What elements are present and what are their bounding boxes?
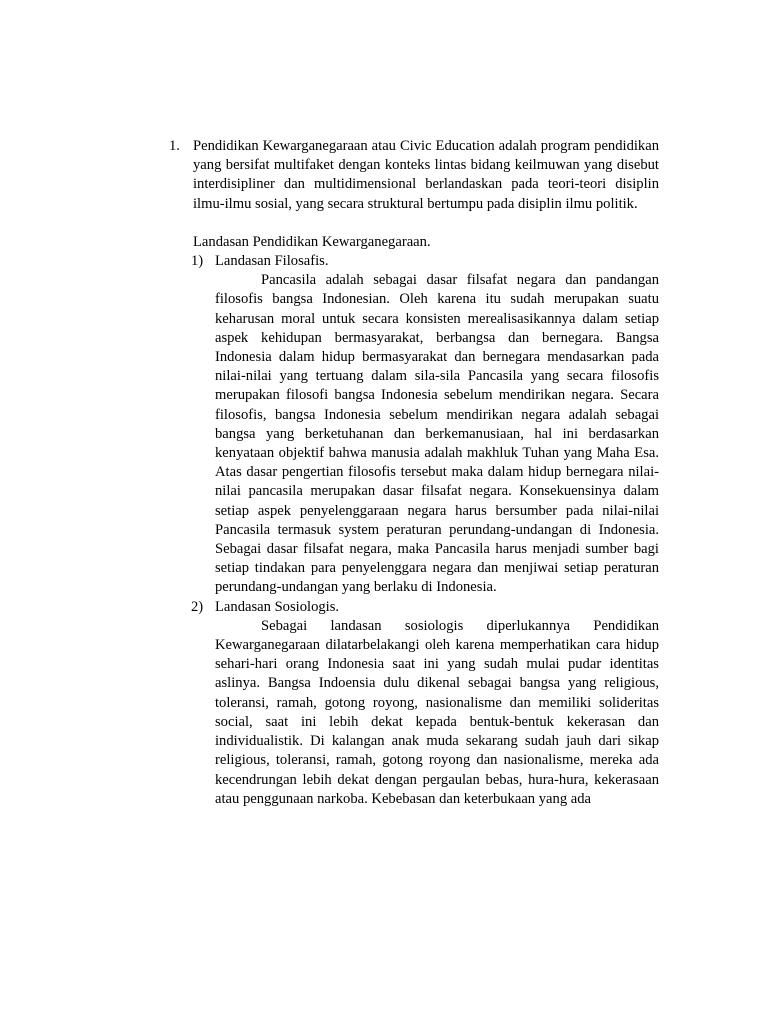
section-heading-row [169,233,659,252]
subsection-filosofis [191,252,659,598]
item-text: Pendidikan Kewarganegaraan atau Civic Education adalah program pendidikan yang bersifat multifaket dengan konteks lintas bidang keilmuwan yang disebut interdisipliner dan multidimensional berlandaskan pada teori-teori disiplin ilmu-ilmu sosial, yang secara struktural bertumpu pada disiplin ilmu politik. [193,138,659,212]
subsection-sosiologis [191,598,659,809]
subsection-paragraph: Sebagai landasan sosiologis diperlukannya Pendidikan Kewarganegaraan dilatarbelakangi oleh karena memperhatikan cara hidup sehari-hari orang Indonesia saat ini yang sudah mulai pudar identitas aslinya. Bangsa Indoensia dulu dikenal sebagai bangsa yang religious, toleransi, ramah, gotong royong, nasionalisme dan memiliki solideritas social, saat ini lebih dekat kepada bentuk-bentuk kekerasan dan individualistik. Di kalangan anak muda sekarang sudah jauh dari sikap religious, toleransi, ramah, gotong royong dan nasionalisme, mereka ada kecendrungan lebih dekat dengan pergaulan bebas, hura-hura, kekerasaan atau penggunaan narkoba. Kebebasan dan keterbukaan yang ada [215,617,659,807]
subsection-title: Landasan Filosafis. [215,253,329,270]
section-title: Landasan Pendidikan Kewarganegaraan. [193,233,431,250]
subsection-number: 2) [191,598,204,615]
subsection-content [215,252,659,598]
document-body [169,137,659,809]
subsection-paragraph: Pancasila adalah sebagai dasar filsafat negara dan pandangan filosofis bangsa Indonesian. Oleh karena itu sudah merupakan suatu keharusan moral untuk secara konsisten merealisasikannya dalam setiap aspek kehidupan bermasyarakat, berbangsa dan bernegara. Bangsa Indonesia dalam hidup bermasyarakat dan bernegara mendasarkan pada nilai-nilai yang tertuang dalam sila-sila Pancasila yang secara filosofis merupakan filosofi bangsa Indonesia sebelum mendirikan negara. Secara filosofis, bangsa Indonesia sebelum mendirikan negara adalah sebagai bangsa yang berketuhanan dan berkemanusiaan, hal ini berdasarkan kenyataan objektif bahwa manusia adalah makhluk Tuhan yang Maha Esa. Atas dasar pengertian filosofis tersebut maka dalam hidup bernegara nilai-nilai pancasila merupakan dasar filsafat negara. Konsekuensinya dalam setiap aspek penyelenggaraan negara harus bersumber pada nilai-nilai Pancasila termasuk system peraturan perundang-undangan di Indonesia. Sebagai dasar filsafat negara, maka Pancasila harus menjadi sumber bagi setiap tindakan para penyelenggara negara dan menjiwai setiap peraturan perundang-undangan yang berlaku di Indonesia. [215,272,659,596]
item-number: 1. [169,138,180,154]
subsection-content [215,598,659,809]
subsection-title: Landasan Sosiologis. [215,598,340,615]
numbered-item-1 [169,137,659,214]
subsection-number: 1) [191,253,204,270]
